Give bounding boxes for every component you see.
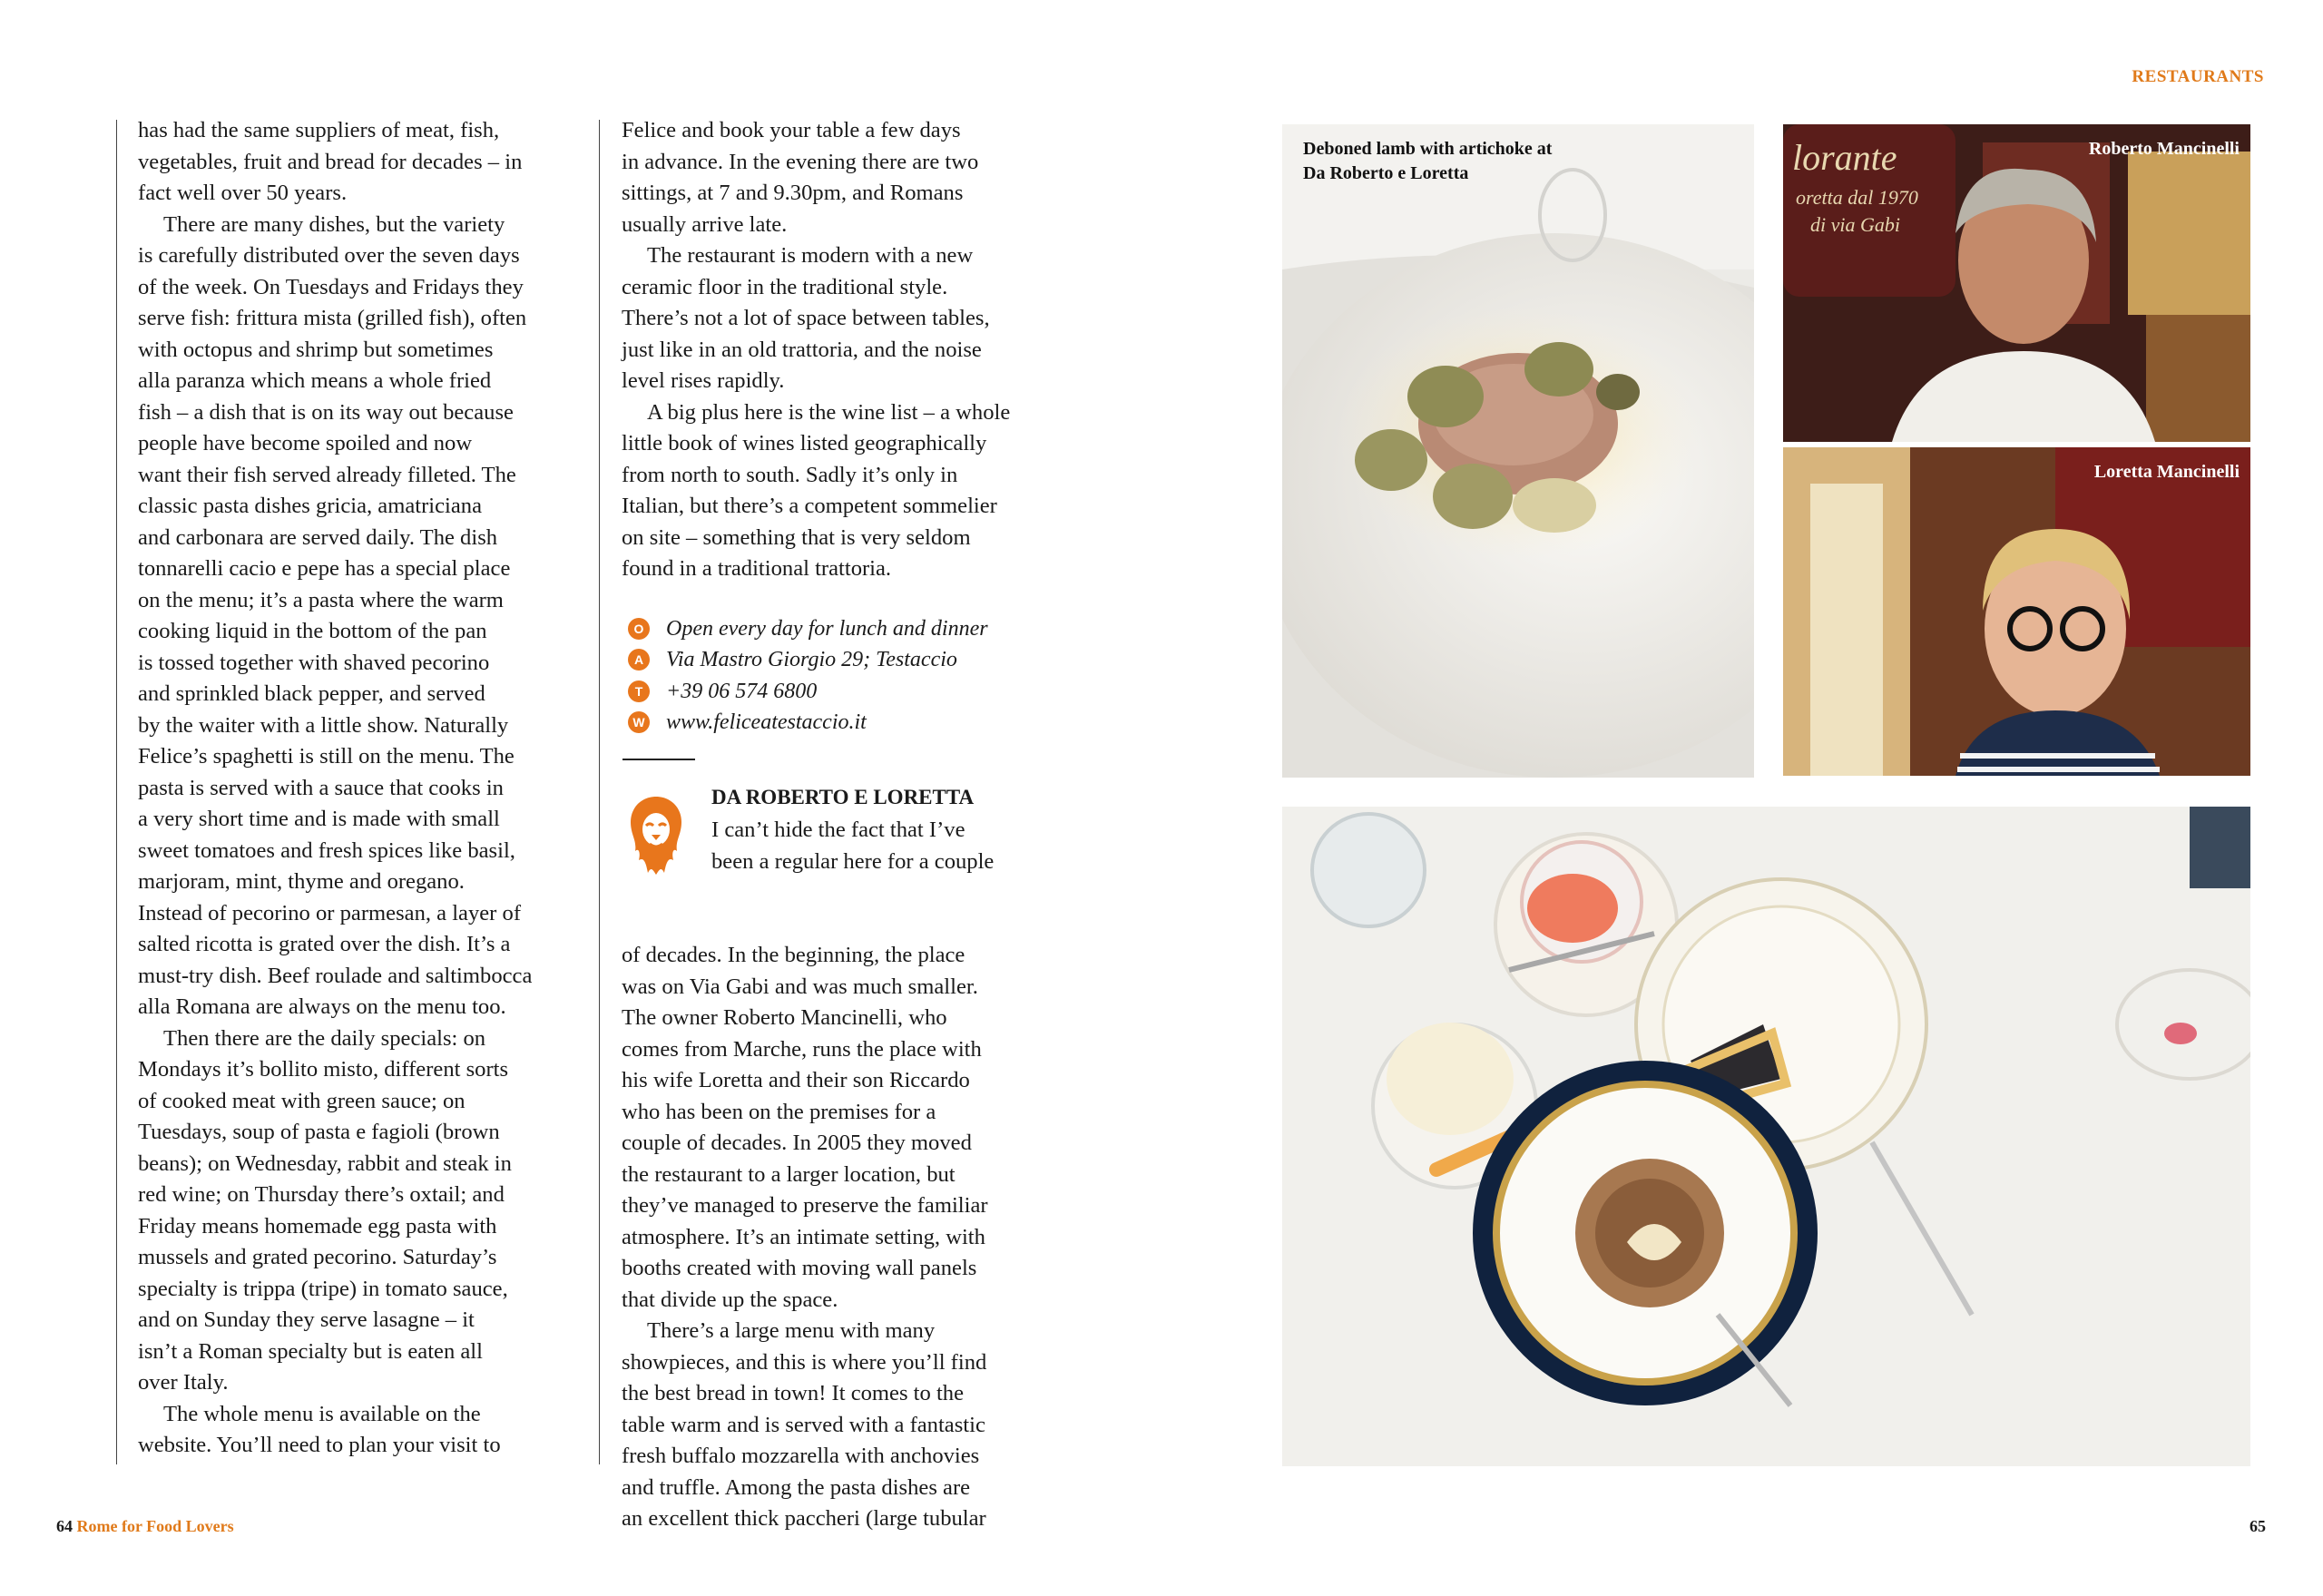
- text-line: There are many dishes, but the variety: [163, 211, 505, 237]
- info-badge-icon: W: [628, 711, 650, 733]
- text-line: an excellent thick paccheri (large tubular: [622, 1506, 986, 1531]
- info-badge-icon: O: [628, 618, 650, 640]
- page-number-left: 64: [56, 1517, 73, 1535]
- text-line: There’s a large menu with many: [647, 1318, 936, 1343]
- text-line: Italian, but there’s a competent sommelier: [622, 494, 997, 518]
- text-line: Felice and book your table a few days: [622, 118, 961, 142]
- text-line: sweet tomatoes and fresh spices like basil,: [138, 837, 515, 863]
- svg-text:di via Gabi: di via Gabi: [1810, 213, 1900, 236]
- text-line: must-try dish. Beef roulade and saltimbocca: [138, 963, 533, 988]
- text-line: There’s not a lot of space between tables,: [622, 306, 990, 330]
- text-line: been a regular here for a couple: [711, 848, 995, 874]
- text-line: The whole menu is available on the: [163, 1401, 481, 1426]
- text-line: a very short time and is made with small: [138, 807, 500, 831]
- text-line: his wife Loretta and their son Riccardo: [622, 1068, 970, 1092]
- text-line: Felice’s spaghetti is still on the menu. The: [138, 744, 515, 769]
- text-line: isn’t a Roman specialty but is eaten all: [138, 1338, 483, 1364]
- lion-icon: [628, 793, 684, 876]
- text-line: Instead of pecorino or parmesan, a layer of: [138, 900, 522, 925]
- text-line: of cooked meat with green sauce; on: [138, 1088, 466, 1113]
- text-line: of decades. In the beginning, the place: [622, 943, 965, 967]
- text-line: Tuesdays, soup of pasta e fagioli (brown: [138, 1120, 500, 1144]
- info-badge-icon: A: [628, 649, 650, 671]
- text-line: usually arrive late.: [622, 211, 788, 237]
- text-line: was on Via Gabi and was much smaller.: [622, 974, 978, 999]
- section-label: RESTAURANTS: [2132, 67, 2264, 86]
- text-line: and sprinkled black pepper, and served: [138, 681, 485, 706]
- text-line: over Italy.: [138, 1370, 229, 1395]
- text-line: just like in an old trattoria, and the noise: [622, 337, 982, 362]
- text-line: the best bread in town! It comes to the: [622, 1381, 965, 1405]
- info-badge-icon: T: [628, 681, 650, 702]
- text-line: level rises rapidly.: [622, 368, 785, 393]
- text-line: sittings, at 7 and 9.30pm, and Romans: [622, 181, 964, 205]
- text-line: booths created with moving wall panels: [622, 1256, 977, 1280]
- text-line: serve fish: frittura mista (grilled fish), often: [138, 306, 527, 330]
- text-line: has had the same suppliers of meat, fish,: [138, 118, 500, 142]
- photo-caption-lamb: Deboned lamb with artichoke at Da Roberto e Loretta: [1303, 139, 1553, 183]
- text-line: vegetables, fruit and bread for decades – in: [138, 149, 523, 174]
- text-line: classic pasta dishes gricia, amatriciana: [138, 494, 482, 518]
- text-line: table warm and is served with a fantastic: [622, 1412, 985, 1437]
- text-line: they’ve managed to preserve the familiar: [622, 1193, 988, 1218]
- text-line: from north to south. Sadly it’s only in: [622, 462, 958, 487]
- info-text: +39 06 574 6800: [666, 679, 818, 703]
- body-column-2b: [622, 940, 1066, 1535]
- text-line: who has been on the premises for a: [622, 1099, 936, 1124]
- body-column-2: [622, 115, 1066, 585]
- text-line: pasta is served with a sauce that cooks in: [138, 775, 504, 800]
- text-line: Then there are the daily specials: on: [163, 1025, 486, 1051]
- text-line: comes from Marche, runs the place with: [622, 1036, 982, 1062]
- text-line: ceramic floor in the traditional style.: [622, 274, 948, 299]
- sign-text: lorante: [1792, 137, 1897, 178]
- text-line: that divide up the space.: [622, 1287, 838, 1312]
- text-line: with octopus and shrimp but sometimes: [138, 337, 494, 362]
- text-line: found in a traditional trattoria.: [622, 556, 892, 581]
- info-row: [628, 707, 988, 738]
- text-line: The restaurant is modern with a new: [647, 243, 974, 268]
- text-line: and carbonara are served daily. The dish: [138, 524, 498, 550]
- footer-left: [56, 1517, 234, 1536]
- text-line: people have become spoiled and now: [138, 431, 473, 455]
- body-column-1: [138, 115, 583, 1462]
- text-line: tonnarelli cacio e pepe has a special place: [138, 556, 511, 581]
- photo-loretta-mancinelli: [1783, 447, 2250, 776]
- photo-caption-loretta: Loretta Mancinelli: [2093, 462, 2240, 482]
- text-line: Friday means homemade egg pasta with: [138, 1213, 497, 1239]
- info-text: Via Mastro Giorgio 29; Testaccio: [666, 648, 957, 672]
- text-line: alla paranza which means a whole fried: [138, 368, 492, 393]
- text-line: couple of decades. In 2005 they moved: [622, 1131, 972, 1155]
- text-line: want their fish served already filleted. The: [138, 462, 516, 487]
- text-line: The owner Roberto Mancinelli, who: [622, 1005, 947, 1030]
- text-line: specialty is trippa (tripe) in tomato sauce,: [138, 1276, 508, 1301]
- text-line: atmosphere. It’s an intimate setting, with: [622, 1224, 985, 1249]
- info-row: [628, 676, 988, 707]
- text-line: alla Romana are always on the menu too.: [138, 994, 506, 1019]
- section-divider: [622, 759, 695, 760]
- restaurant-info-list: [628, 613, 988, 738]
- text-line: on site – something that is very seldom: [622, 524, 971, 550]
- text-line: by the waiter with a little show. Naturally: [138, 712, 509, 738]
- text-line: on the menu; it’s a pasta where the warm: [138, 587, 504, 612]
- info-text: www.feliceatestaccio.it: [666, 710, 867, 734]
- text-line: salted ricotta is grated over the dish. It’s a: [138, 932, 511, 956]
- text-line: fish – a dish that is on its way out because: [138, 399, 514, 425]
- text-line: of the week. On Tuesdays and Fridays they: [138, 274, 524, 299]
- photo-desserts-table: [1282, 807, 2250, 1466]
- photo-roberto-mancinelli: [1783, 124, 2250, 442]
- restaurant-heading: DA ROBERTO E LORETTA: [711, 786, 975, 808]
- info-row: [628, 644, 988, 675]
- info-row: [628, 613, 988, 644]
- book-title: Rome for Food Lovers: [76, 1517, 234, 1535]
- body-column-2b-intro: [711, 815, 1074, 877]
- text-line: fresh buffalo mozzarella with anchovies: [622, 1444, 980, 1468]
- text-line: is carefully distributed over the seven days: [138, 243, 520, 268]
- text-line: little book of wines listed geographically: [622, 431, 987, 455]
- text-line: mussels and grated pecorino. Saturday’s: [138, 1245, 497, 1269]
- photo-caption-roberto: Roberto Mancinelli: [2088, 139, 2240, 159]
- text-line: cooking liquid in the bottom of the pan: [138, 619, 487, 643]
- text-line: A big plus here is the wine list – a whole: [647, 399, 1011, 425]
- text-line: Mondays it’s bollito misto, different sorts: [138, 1057, 509, 1082]
- text-line: showpieces, and this is where you’ll find: [622, 1349, 987, 1375]
- page-number-right: 65: [2249, 1517, 2266, 1535]
- text-line: and truffle. Among the pasta dishes are: [622, 1474, 971, 1500]
- text-line: fact well over 50 years.: [138, 181, 348, 205]
- column-rule-left: [116, 120, 117, 1464]
- text-line: and on Sunday they serve lasagne – it: [138, 1307, 475, 1332]
- text-line: the restaurant to a larger location, but: [622, 1161, 956, 1187]
- svg-text:oretta dal 1970: oretta dal 1970: [1796, 186, 1918, 209]
- photo-lamb-artichoke: [1282, 124, 1754, 778]
- text-line: website. You’ll need to plan your visit to: [138, 1433, 501, 1457]
- text-line: beans); on Wednesday, rabbit and steak in: [138, 1150, 512, 1176]
- text-line: I can’t hide the fact that I’ve: [711, 818, 965, 842]
- text-line: is tossed together with shaved pecorino: [138, 650, 490, 675]
- text-line: marjoram, mint, thyme and oregano.: [138, 869, 465, 894]
- text-line: in advance. In the evening there are two: [622, 149, 979, 174]
- text-line: red wine; on Thursday there’s oxtail; and: [138, 1182, 505, 1207]
- column-rule-middle: [599, 120, 600, 1464]
- info-text: Open every day for lunch and dinner: [666, 617, 988, 641]
